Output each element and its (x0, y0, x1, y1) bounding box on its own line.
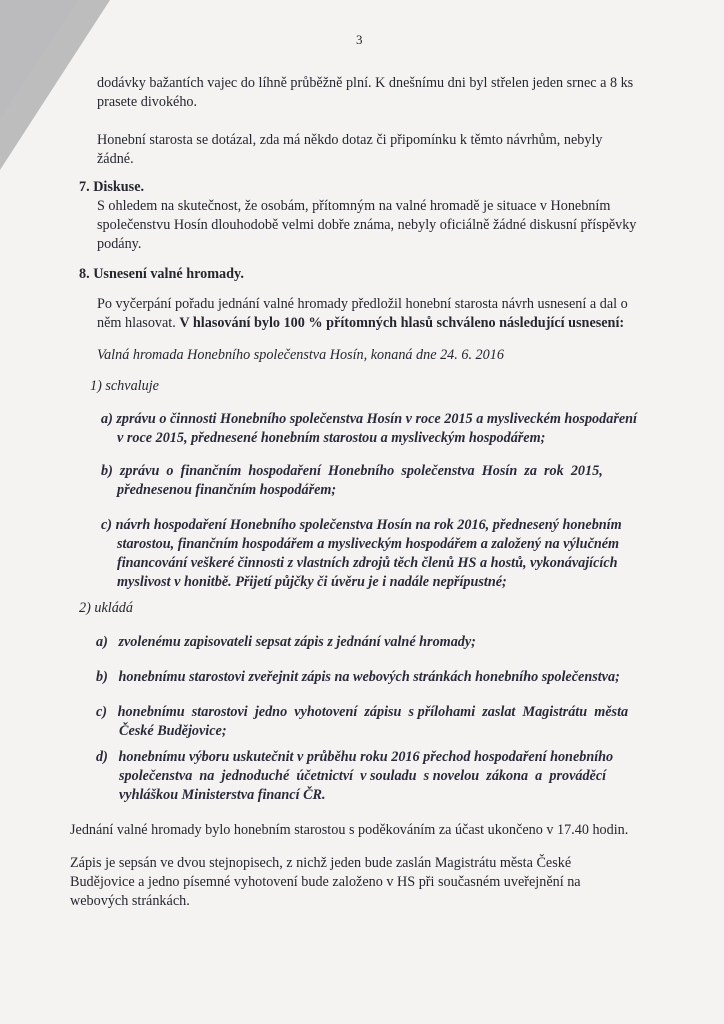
orders-label: 2) ukládá (79, 600, 133, 616)
resolution-item-line: c) návrh hospodaření Honebního společenstva Hosín na rok 2016, přednesený honebním (101, 517, 622, 533)
resolution-item-line: a) zprávu o činnosti Honebního společenstva Hosín v roce 2015 a mysliveckém hospodaření (101, 411, 637, 427)
folded-corner-highlight (0, 0, 78, 120)
paragraph-line: podány. (97, 236, 142, 252)
paragraph-line: prasete divokého. (97, 94, 198, 110)
resolution-item-line: financování veškeré činnosti z vlastních zdrojů těch členů HS a hostů, vykonávajících (117, 555, 618, 571)
closing-paragraph-line: Budějovice a jedno písemné vyhotovení bude založeno v HS při současném uveřejnění na (70, 874, 581, 890)
resolution-item-line: b) honebnímu starostovi zveřejnit zápis na webových stránkách honebního společenstva; (96, 669, 620, 685)
resolution-item-line: společenstva na jednoduché účetnictví v souladu s novelou zákona a prováděcí (119, 768, 607, 784)
paragraph-line: S ohledem na skutečnost, že osobám, přítomným na valné hromadě je situace v Honebním (97, 198, 611, 214)
resolution-item-line: přednesenou finančním hospodářem; (117, 482, 337, 498)
resolution-item-line: v roce 2015, přednesené honebním starostou a mysliveckým hospodářem; (117, 430, 546, 446)
resolution-item-line: a) zvolenému zapisovateli sepsat zápis z jednání valné hromady; (96, 634, 476, 650)
resolution-item-line: c) honebnímu starostovi jedno vyhotovení zápisu s přílohami zaslat Magistrátu města (96, 704, 629, 720)
paragraph-line (97, 314, 624, 333)
approves-label: 1) schvaluje (90, 378, 159, 394)
resolution-title: Valná hromada Honebního společenstva Hosín, konaná dne 24. 6. 2016 (97, 347, 504, 363)
resolution-item-line: b) zprávu o finančním hospodaření Honebního společenstva Hosín za rok 2015, (101, 463, 603, 479)
section-heading-resolution: 8. Usnesení valné hromady. (79, 266, 244, 282)
intro-bold-text: V hlasování bylo 100 % přítomných hlasů schváleno následující usnesení: (179, 315, 625, 331)
paragraph-line: společenstvu Hosín dlouhodobě velmi dobře známa, nebyly oficiálně žádné diskusní příspěvky (97, 217, 637, 233)
resolution-item-line: d) honebnímu výboru uskutečnit v průběhu roku 2016 přechod hospodaření honebního (96, 749, 614, 765)
closing-paragraph-line: Zápis je sepsán ve dvou stejnopisech, z nichž jeden bude zaslán Magistrátu města České (70, 855, 572, 871)
closing-paragraph-line: webových stránkách. (70, 893, 190, 909)
section-heading-discussion: 7. Diskuse. (79, 179, 145, 195)
intro-plain-text: něm hlasovat. (97, 315, 176, 331)
paragraph-line: dodávky bažantích vajec do líhně průběžně plní. K dnešnímu dni byl střelen jeden srnec a 8 ks (97, 75, 634, 91)
paragraph-line: žádné. (97, 151, 134, 167)
resolution-item-line: vyhláškou Ministerstva financí ČR. (119, 787, 326, 803)
resolution-item-line: myslivost v honitbě. Přijetí půjčky či úvěru je i nadále nepřípustné; (117, 574, 507, 590)
closing-line: Jednání valné hromady bylo honebním starostou s poděkováním za účast ukončeno v 17.40 hodin. (70, 822, 629, 838)
resolution-item-line: České Budějovice; (119, 723, 227, 739)
paragraph-line: Po vyčerpání pořadu jednání valné hromady předložil honební starosta návrh usnesení a dal o (97, 296, 628, 312)
resolution-item-line: starostou, finančním hospodářem a mysliveckým hospodářem a založený na výlučném (117, 536, 620, 552)
paragraph-line: Honební starosta se dotázal, zda má někdo dotaz či připomínku k těmto návrhům, nebyly (97, 132, 603, 148)
page-number: 3 (356, 32, 363, 47)
